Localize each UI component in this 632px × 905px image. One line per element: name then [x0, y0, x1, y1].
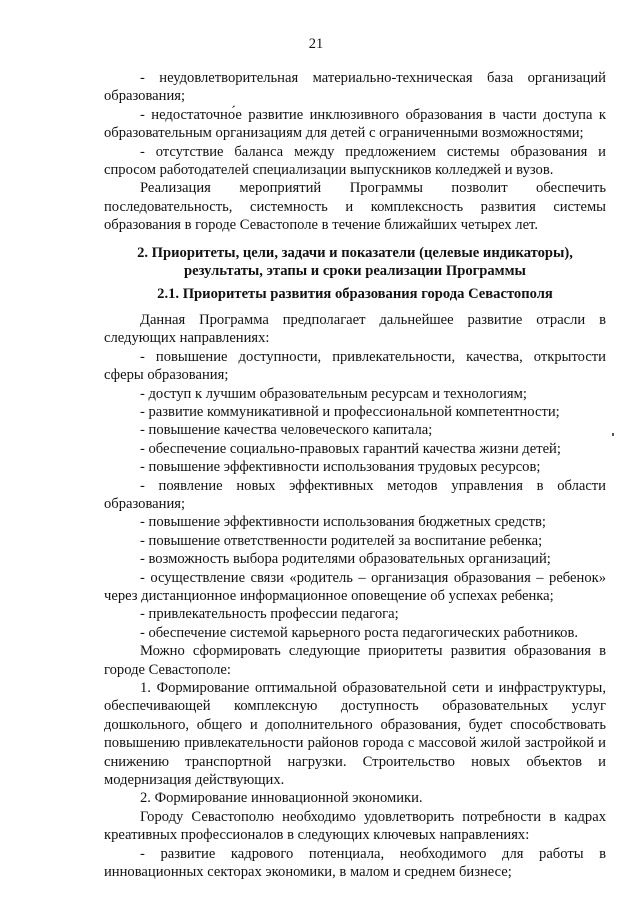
- need-item-1: - развитие кадрового потенциала, необходимого для работы в инновационных секторах экономики, в малом и среднем бизнесе;: [104, 845, 606, 881]
- priority-2: 2. Формирование инновационной экономики.: [140, 790, 423, 807]
- direction-item: - повышение ответственности родителей за воспитание ребенка;: [140, 532, 543, 549]
- direction-item: - возможность выбора родителями образовательных организаций;: [140, 551, 551, 568]
- direction-item: - привлекательность профессии педагога;: [140, 606, 399, 623]
- direction-item: - повышение эффективности использования бюджетных средств;: [140, 514, 546, 531]
- page-number: 21: [308, 36, 324, 52]
- direction-item: - развитие коммуникативной и профессиональной компетентности;: [140, 403, 560, 420]
- subsection-title: 2.1. Приоритеты развития образования города Севастополя: [157, 286, 553, 303]
- direction-item: - обеспечение системой карьерного роста педагогических работников.: [140, 624, 579, 641]
- intro-item-1: - неудовлетворительная материально-техническая база организаций образования;: [104, 70, 606, 105]
- scan-speck: [612, 433, 614, 436]
- realization-paragraph: Реализация мероприятий Программы позволит обеспечить последовательность, системность и комплексность развития системы образования в городе Севастополе в течение ближайших четырех лет.: [104, 180, 606, 234]
- direction-item: - доступ к лучшим образовательным ресурсам и технологиям;: [140, 385, 527, 402]
- page-content: [104, 69, 606, 881]
- intro-item-3: - отсутствие баланса между предложением системы образования и спросом работодателей специализации выпускников колледжей и вузов.: [104, 143, 606, 179]
- intro-item-2: - недостаточно́е развитие инклюзивного образования в части доступа к образовательным организациям для детей с ограниченными возможностями;: [104, 106, 606, 142]
- program-intro: Данная Программа предполагает дальнейшее развитие отрасли в следующих направлениях:: [104, 311, 606, 347]
- direction-item: - повышение качества человеческого капитала;: [140, 422, 433, 439]
- priority-1: 1. Формирование оптимальной образовательной сети и инфраструктуры, обеспечивающей комплексную доступность образовательных услуг дошкольного, общего и дополнительного образования, будет способствовать повышению привлекательности районов города с массовой жилой застройкой и снижению транспортной нагрузки. Строительство новых объектов и модернизация действующих.: [104, 680, 606, 789]
- direction-item: - осуществление связи «родитель – организация образования – ребенок» через дистанционное информационное оповещение об успехах ребенка;: [104, 569, 606, 604]
- needs-intro: Городу Севастополю необходимо удовлетворить потребности в кадрах креативных профессионалов в следующих ключевых направлениях:: [104, 808, 606, 844]
- direction-item: - появление новых эффективных методов управления в области образования;: [104, 477, 606, 512]
- priorities-intro: Можно сформировать следующие приоритеты развития образования в городе Севастополе:: [104, 643, 606, 678]
- direction-item: - обеспечение социально-правовых гарантий качества жизни детей;: [140, 440, 561, 457]
- section-title: 2. Приоритеты, цели, задачи и показатели (целевые индикаторы), результаты, этапы и сроки реализации Программы: [137, 244, 573, 280]
- direction-item: - повышение эффективности использования трудовых ресурсов;: [140, 459, 541, 476]
- direction-item: - повышение доступности, привлекательности, качества, открытости сферы образования;: [104, 348, 606, 384]
